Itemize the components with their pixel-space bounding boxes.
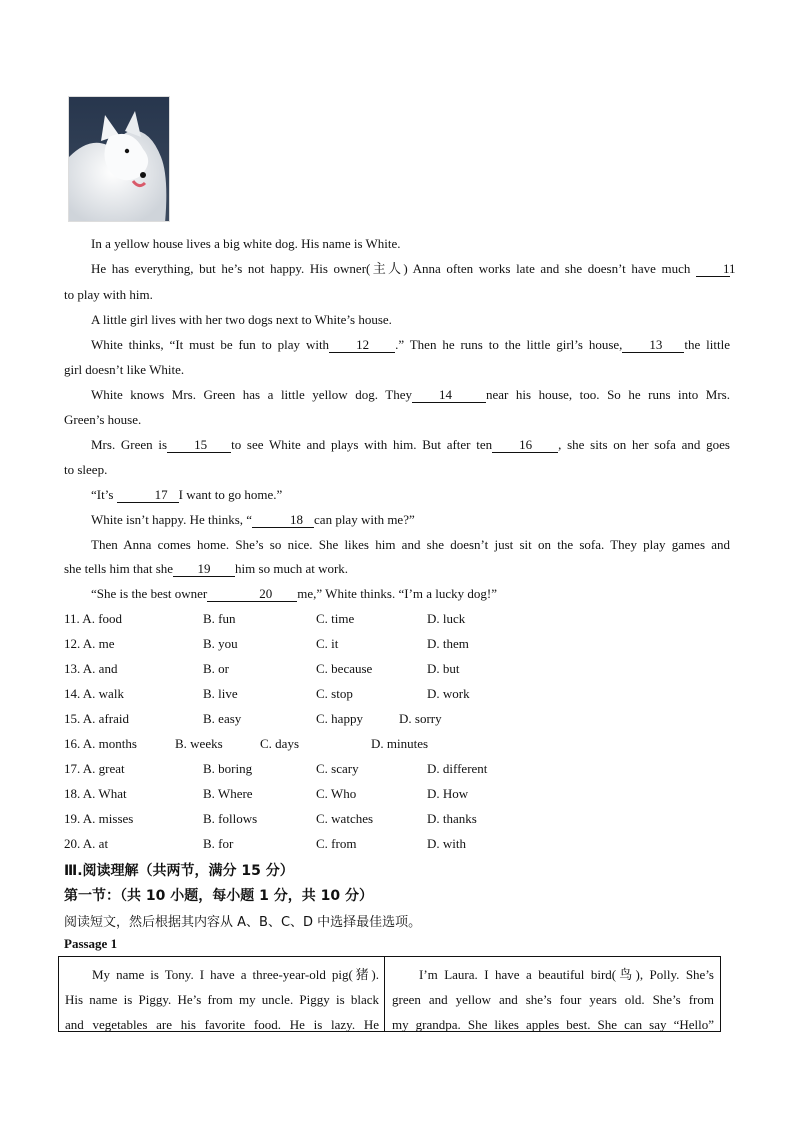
passage-line [64, 512, 730, 528]
question-option-c[interactable]: C. scary [316, 761, 359, 776]
question-option-c[interactable]: C. time [316, 611, 355, 626]
question-option-d[interactable]: D. with [427, 836, 466, 851]
answer-blank[interactable]: 11 [696, 261, 730, 277]
table-text-line: green and yellow and she’s four years old. She’s from [392, 992, 714, 1007]
answer-blank[interactable]: 14 [412, 387, 486, 403]
question-option-c[interactable]: C. it [316, 636, 339, 651]
answer-blank[interactable]: 17 [117, 487, 179, 503]
passage-text: the little [684, 337, 730, 352]
question-option-c[interactable]: C. stop [316, 686, 353, 701]
table-text-line: my grandpa. She likes apples best. She can say “Hello” [392, 1017, 714, 1032]
question-option-a[interactable]: 13. A. and [64, 661, 118, 676]
question-option-b[interactable]: B. live [203, 686, 238, 701]
passage-text: to sleep. [64, 462, 108, 477]
passage-text: him so much at work. [235, 561, 349, 576]
passage-line [64, 312, 730, 328]
question-option-a[interactable]: 11. A. food [64, 611, 123, 626]
question-option-a[interactable]: 15. A. afraid [64, 711, 129, 726]
passage-line [64, 236, 730, 252]
passage-table [58, 956, 721, 1032]
question-option-d[interactable]: D. work [427, 686, 470, 701]
answer-blank[interactable]: 16 [492, 437, 558, 453]
passage-text: to play with him. [64, 287, 153, 302]
question-option-d[interactable]: D. but [427, 661, 460, 676]
question-option-b[interactable]: B. easy [203, 711, 242, 726]
question-option-c[interactable]: C. because [316, 661, 373, 676]
passage-text: White thinks, “It must be fun to play with [91, 337, 330, 352]
table-text-line: My name is Tony. I have a three-year-old pig(猪). [92, 967, 379, 982]
passage-text: I want to go home.” [178, 487, 283, 502]
question-option-a[interactable]: 20. A. at [64, 836, 109, 851]
passage-text: He has everything, but he’s not happy. His owner(主人) Anna often works late and she doesn’t have much [91, 261, 696, 276]
passage-line [64, 586, 730, 602]
instruction: 阅读短文，然后根据其内容从 A、B、C、D 中选择最佳选项。 [64, 915, 422, 930]
question-option-d[interactable]: D. them [427, 636, 469, 651]
dog-photo [68, 96, 170, 222]
question-option-a[interactable]: 14. A. walk [64, 686, 124, 701]
passage-text: White knows Mrs. Green has a little yellow dog. They [91, 387, 412, 402]
passage-label: Passage 1 [64, 936, 118, 951]
part-heading: 第一节：（共 10 小题，每小题 1 分，共 10 分） [64, 888, 373, 904]
passage-line [64, 287, 730, 303]
passage-line [64, 261, 736, 277]
question-option-b[interactable]: B. for [203, 836, 234, 851]
question-option-b[interactable]: B. you [203, 636, 238, 651]
table-text-line: and vegetables are his favorite food. He is lazy. He [65, 1017, 379, 1032]
passage-text: Then Anna comes home. She’s so nice. She likes him and she doesn’t just sit on the sofa. They play games and [91, 537, 730, 552]
question-option-b[interactable]: B. or [203, 661, 229, 676]
passage-text: near his house, too. So he runs into Mrs. [485, 387, 730, 402]
question-option-c[interactable]: C. Who [316, 786, 357, 801]
answer-blank[interactable]: 12 [329, 337, 395, 353]
table-cell-right [392, 962, 714, 1037]
question-option-c[interactable]: C. days [260, 736, 299, 751]
passage-text: , she sits on her sofa and goes [558, 437, 730, 452]
passage-text: can play with me?” [314, 512, 415, 527]
passage-text: A little girl lives with her two dogs next to White’s house. [91, 312, 392, 327]
passage-text: she tells him that she [64, 561, 174, 576]
question-option-c[interactable]: C. watches [316, 811, 374, 826]
passage-line [64, 387, 730, 403]
passage-line [64, 337, 730, 353]
passage-text: “She is the best owner [91, 586, 208, 601]
table-cell-left [65, 962, 379, 1037]
question-option-b[interactable]: B. follows [203, 811, 258, 826]
passage-line [64, 362, 730, 378]
question-option-b[interactable]: B. weeks [175, 736, 223, 751]
passage-line [64, 437, 730, 453]
answer-blank[interactable]: 19 [173, 561, 235, 577]
question-option-c[interactable]: C. happy [316, 711, 363, 726]
passage-text: to see White and plays with him. But after ten [231, 437, 493, 452]
question-option-b[interactable]: B. Where [203, 786, 253, 801]
question-option-d[interactable]: D. luck [427, 611, 466, 626]
question-option-b[interactable]: B. boring [203, 761, 253, 776]
question-option-d[interactable]: D. different [427, 761, 488, 776]
question-option-c[interactable]: C. from [316, 836, 357, 851]
question-option-a[interactable]: 19. A. misses [64, 811, 134, 826]
question-option-d[interactable]: D. How [427, 786, 469, 801]
passage-line [64, 462, 730, 478]
passage-text: White isn’t happy. He thinks, “ [91, 512, 253, 527]
question-option-d[interactable]: D. minutes [371, 736, 429, 751]
question-option-d[interactable]: D. thanks [427, 811, 477, 826]
question-option-a[interactable]: 18. A. What [64, 786, 127, 801]
passage-text: “It’s [91, 487, 117, 502]
question-option-b[interactable]: B. fun [203, 611, 236, 626]
passage-text: Green’s house. [64, 412, 142, 427]
passage-text: girl doesn’t like White. [64, 362, 185, 377]
table-divider [384, 957, 385, 1031]
passage-line [64, 561, 730, 577]
question-option-a[interactable]: 17. A. great [64, 761, 125, 776]
table-text-line: His name is Piggy. He’s from my uncle. Piggy is black [65, 992, 379, 1007]
passage-line [64, 412, 730, 428]
passage-text: Mrs. Green is [91, 437, 168, 452]
answer-blank[interactable]: 15 [167, 437, 231, 453]
question-option-a[interactable]: 16. A. months [64, 736, 137, 751]
passage-text: me,” White thinks. “I’m a lucky dog!” [297, 586, 498, 601]
table-text-line: I’m Laura. I have a beautiful bird(鸟), Polly. She’s [419, 967, 714, 982]
answer-blank[interactable]: 20 [207, 586, 297, 602]
passage-line [64, 537, 730, 553]
answer-blank[interactable]: 13 [622, 337, 684, 353]
passage-line [64, 487, 730, 503]
question-option-a[interactable]: 12. A. me [64, 636, 115, 651]
section-heading: Ⅲ.阅读理解（共两节，满分 15 分） [64, 863, 294, 879]
passage-text: .” Then he runs to the little girl’s house, [395, 337, 623, 352]
passage-text: In a yellow house lives a big white dog. His name is White. [91, 236, 401, 251]
answer-blank[interactable]: 18 [252, 512, 314, 528]
question-option-d[interactable]: D. sorry [399, 711, 442, 726]
